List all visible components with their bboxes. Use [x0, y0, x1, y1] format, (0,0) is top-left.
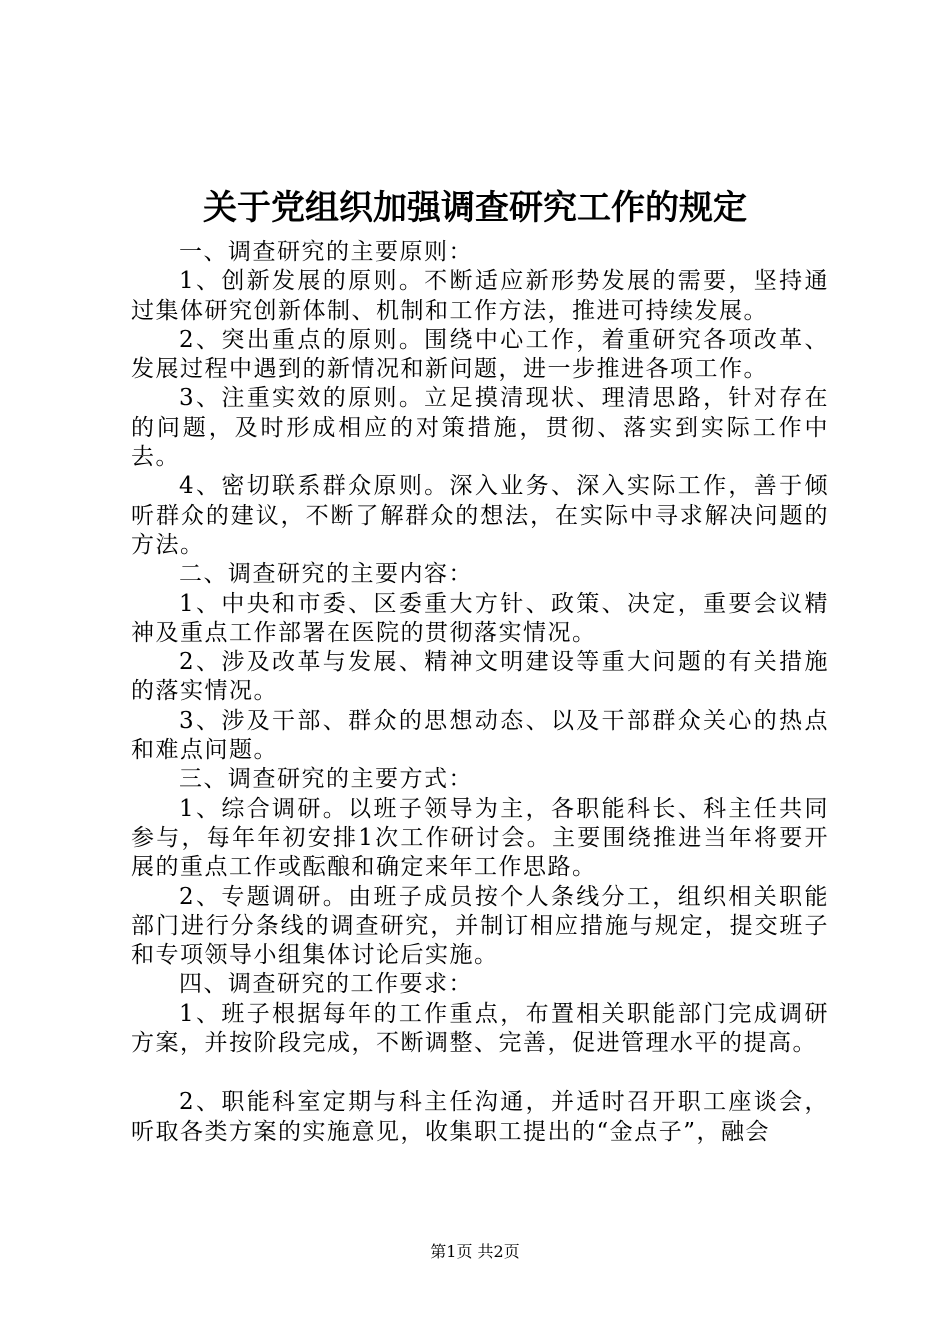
paragraph: 2、涉及改革与发展、精神文明建设等重大问题的有关措施的落实情况。	[131, 649, 829, 705]
page-footer: 第1页 共2页	[430, 1242, 520, 1261]
document-body	[131, 238, 829, 1147]
paragraph: 3、注重实效的原则。立足摸清现状、理清思路，针对存在的问题，及时形成相应的对策措施，贯彻、落实到实际工作中去。	[131, 385, 829, 471]
paragraph: 2、专题调研。由班子成员按个人条线分工，组织相关职能部门进行分条线的调查研究，并制订相应措施与规定，提交班子和专项领导小组集体讨论后实施。	[131, 883, 829, 969]
paragraph: 3、涉及干部、群众的思想动态、以及干部群众关心的热点和难点问题。	[131, 707, 829, 764]
document-title: 关于党组织加强调查研究工作的规定	[203, 188, 747, 228]
section-heading-methods: 三、调查研究的主要方式：	[179, 766, 473, 793]
section-heading-principles: 一、调查研究的主要原则：	[179, 239, 473, 265]
paragraph: 2、突出重点的原则。围绕中心工作，着重研究各项改革、发展过程中遇到的新情况和新问题，进一步推进各项工作。	[131, 326, 829, 383]
paragraph: 2、职能科室定期与科主任沟通，并适时召开职工座谈会，听取各类方案的实施意见，收集职工提出的“金点子”，融会	[131, 1089, 829, 1145]
paragraph: 1、中央和市委、区委重大方针、政策、决定，重要会议精神及重点工作部署在医院的贯彻落实情况。	[131, 590, 829, 646]
paragraph: 1、创新发展的原则。不断适应新形势发展的需要，坚持通过集体研究创新体制、机制和工作方法，推进可持续发展。	[131, 268, 829, 324]
section-heading-requirements: 四、调查研究的工作要求：	[179, 971, 473, 998]
paragraph: 1、综合调研。以班子领导为主，各职能科长、科主任共同参与，每年年初安排1次工作研讨会。主要围绕推进当年将要开展的重点工作或酝酿和确定来年工作思路。	[131, 795, 829, 881]
paragraph: 1、班子根据每年的工作重点，布置相关职能部门完成调研方案，并按阶段完成，不断调整、完善，促进管理水平的提高。	[131, 1000, 829, 1057]
paragraph: 4、密切联系群众原则。深入业务、深入实际工作，善于倾听群众的建议，不断了解群众的想法，在实际中寻求解决问题的方法。	[131, 473, 829, 558]
section-heading-content: 二、调查研究的主要内容：	[179, 561, 473, 588]
